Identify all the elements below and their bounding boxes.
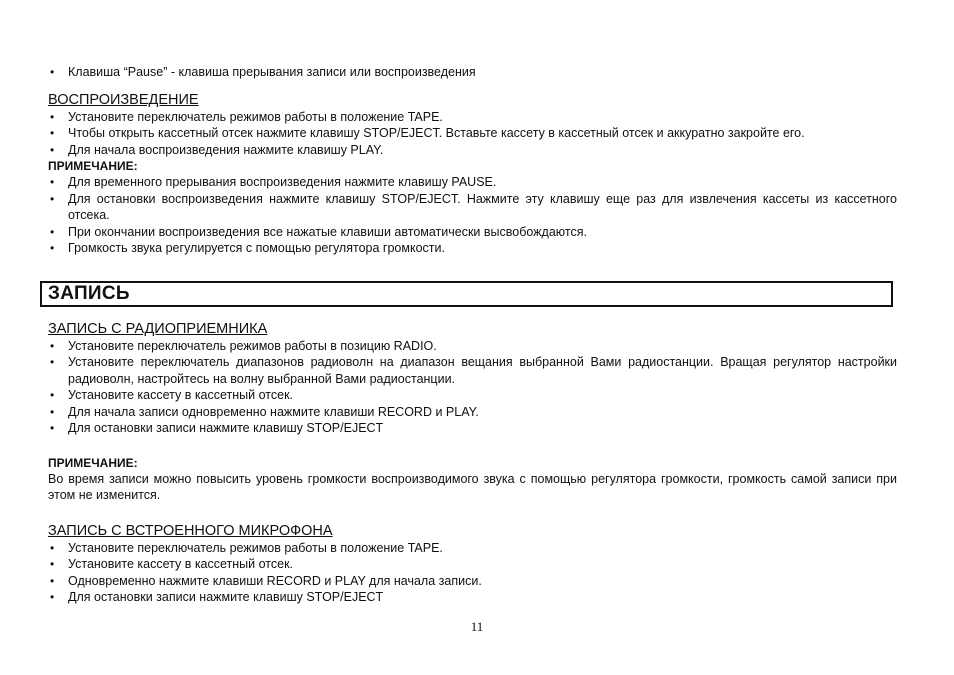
list-item: • Чтобы открыть кассетный отсек нажмите клавишу STOP/EJECT. Вставьте кассету в кассетный отсек и аккуратно закройте его. — [48, 125, 897, 142]
list-item: • Клавиша “Pause” - клавиша прерывания записи или воспроизведения — [48, 64, 897, 81]
manual-page — [48, 64, 897, 606]
radio-note-text: Во время записи можно повысить уровень громкости воспроизводимого звука с помощью регулятора громкости, громкость самой записи при этом не изменится. — [48, 471, 897, 502]
list-item: • Для остановки записи нажмите клавишу STOP/EJECT — [48, 589, 897, 606]
page-number: 11 — [470, 619, 484, 634]
playback-heading: ВОСПРОИЗВЕДЕНИЕ — [48, 91, 199, 108]
list-item: • Для начала воспроизведения нажмите клавишу PLAY. — [48, 142, 897, 159]
top-list — [48, 64, 897, 81]
list-item: • Установите переключатель режимов работы в положение TAPE. — [48, 540, 897, 557]
list-item: • Для временного прерывания воспроизведения нажмите клавишу PAUSE. — [48, 174, 897, 191]
radio-note-label: ПРИМЕЧАНИЕ: — [48, 455, 138, 470]
mic-recording-list — [48, 540, 897, 606]
radio-recording-list — [48, 338, 897, 437]
playback-list — [48, 109, 897, 159]
list-item: • Для остановки записи нажмите клавишу STOP/EJECT — [48, 420, 897, 437]
list-item: • Громкость звука регулируется с помощью регулятора громкости. — [48, 240, 897, 257]
section-header-box — [40, 281, 893, 307]
playback-note-label: ПРИМЕЧАНИЕ: — [48, 159, 138, 173]
list-item: • Установите переключатель режимов работы в положение TAPE. — [48, 109, 897, 126]
list-item: • Для остановки воспроизведения нажмите клавишу STOP/EJECT. Нажмите эту клавишу еще раз для извлечения кассеты из кассетного отсека. — [48, 191, 897, 224]
playback-note-list — [48, 174, 897, 257]
list-item: • Установите кассету в кассетный отсек. — [48, 556, 897, 573]
list-item: • Установите переключатель диапазонов радиоволн на диапазон вещания выбранной Вами радиостанции. Вращая регулятор настройки радиоволн, настройтесь на волну выбранной Вами радиостанции. — [48, 354, 897, 387]
mic-recording-heading: ЗАПИСЬ С ВСТРОЕННОГО МИКРОФОНА — [48, 522, 333, 539]
list-item: • Установите кассету в кассетный отсек. — [48, 387, 897, 404]
radio-recording-heading: ЗАПИСЬ С РАДИОПРИЕМНИКА — [48, 320, 268, 337]
section-title: ЗАПИСЬ — [48, 282, 130, 304]
list-item: • Установите переключатель режимов работы в позицию RADIO. — [48, 338, 897, 355]
list-item: • Для начала записи одновременно нажмите клавиши RECORD и PLAY. — [48, 404, 897, 421]
list-item: • При окончании воспроизведения все нажатые клавиши автоматически высвобождаются. — [48, 224, 897, 241]
list-item: • Одновременно нажмите клавиши RECORD и PLAY для начала записи. — [48, 573, 897, 590]
